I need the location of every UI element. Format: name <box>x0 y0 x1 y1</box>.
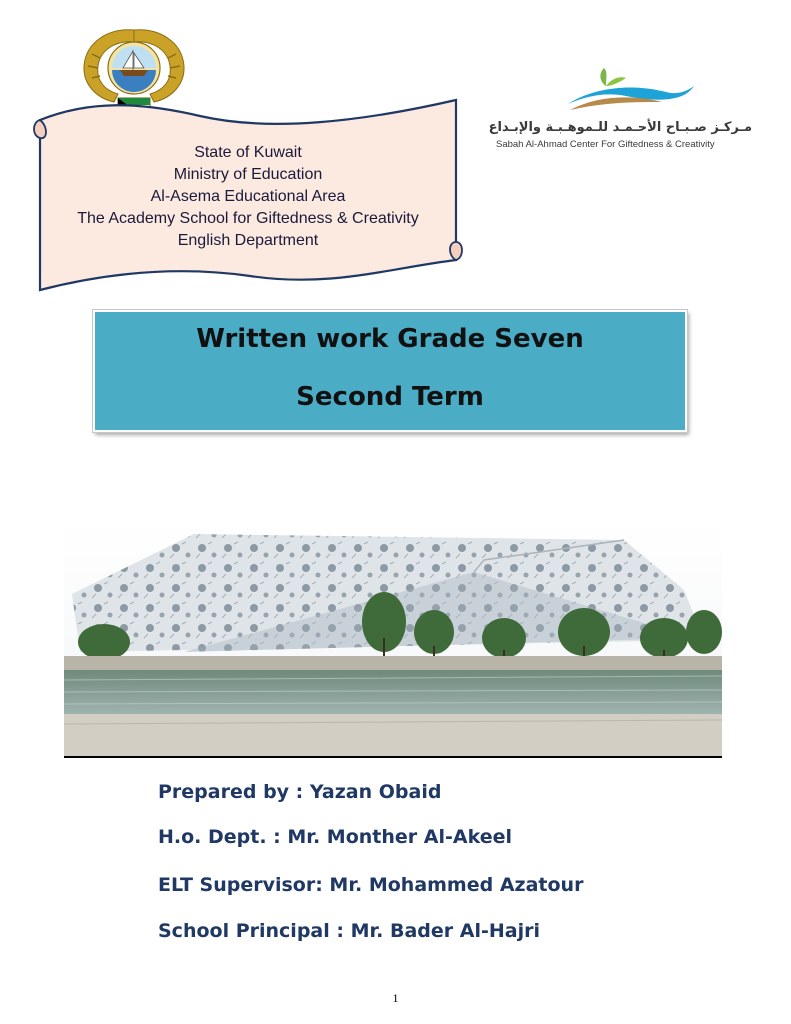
school-line-ministry: Ministry of Education <box>173 166 323 183</box>
school-line-state: State of Kuwait <box>194 144 302 161</box>
school-line-school: The Academy School for Giftedness & Creativity <box>77 210 419 227</box>
building-photo <box>64 520 722 758</box>
school-line-department: English Department <box>177 232 319 249</box>
page-number: 1 <box>392 991 399 1005</box>
credit-school-principal: School Principal : Mr. Bader Al-Hajri <box>158 920 540 942</box>
school-info-block <box>50 142 446 252</box>
center-arabic-name: مـركـز صـبـاح الأحـمـد للـموهـبـة والإبـداع <box>488 120 752 135</box>
credit-head-of-department: H.o. Dept. : Mr. Monther Al-Akeel <box>158 826 512 848</box>
title-line-2: Second Term <box>296 382 484 412</box>
school-line-area: Al-Asema Educational Area <box>150 188 346 205</box>
title-box <box>93 310 687 432</box>
center-english-name: Sabah Al-Ahmad Center For Giftedness & Creativity <box>496 139 715 150</box>
credit-elt-supervisor: ELT Supervisor: Mr. Mohammed Azatour <box>158 874 584 896</box>
credit-prepared-by: Prepared by : Yazan Obaid <box>158 781 442 803</box>
title-line-1: Written work Grade Seven <box>196 324 584 354</box>
sabah-center-logo-icon <box>566 62 696 114</box>
